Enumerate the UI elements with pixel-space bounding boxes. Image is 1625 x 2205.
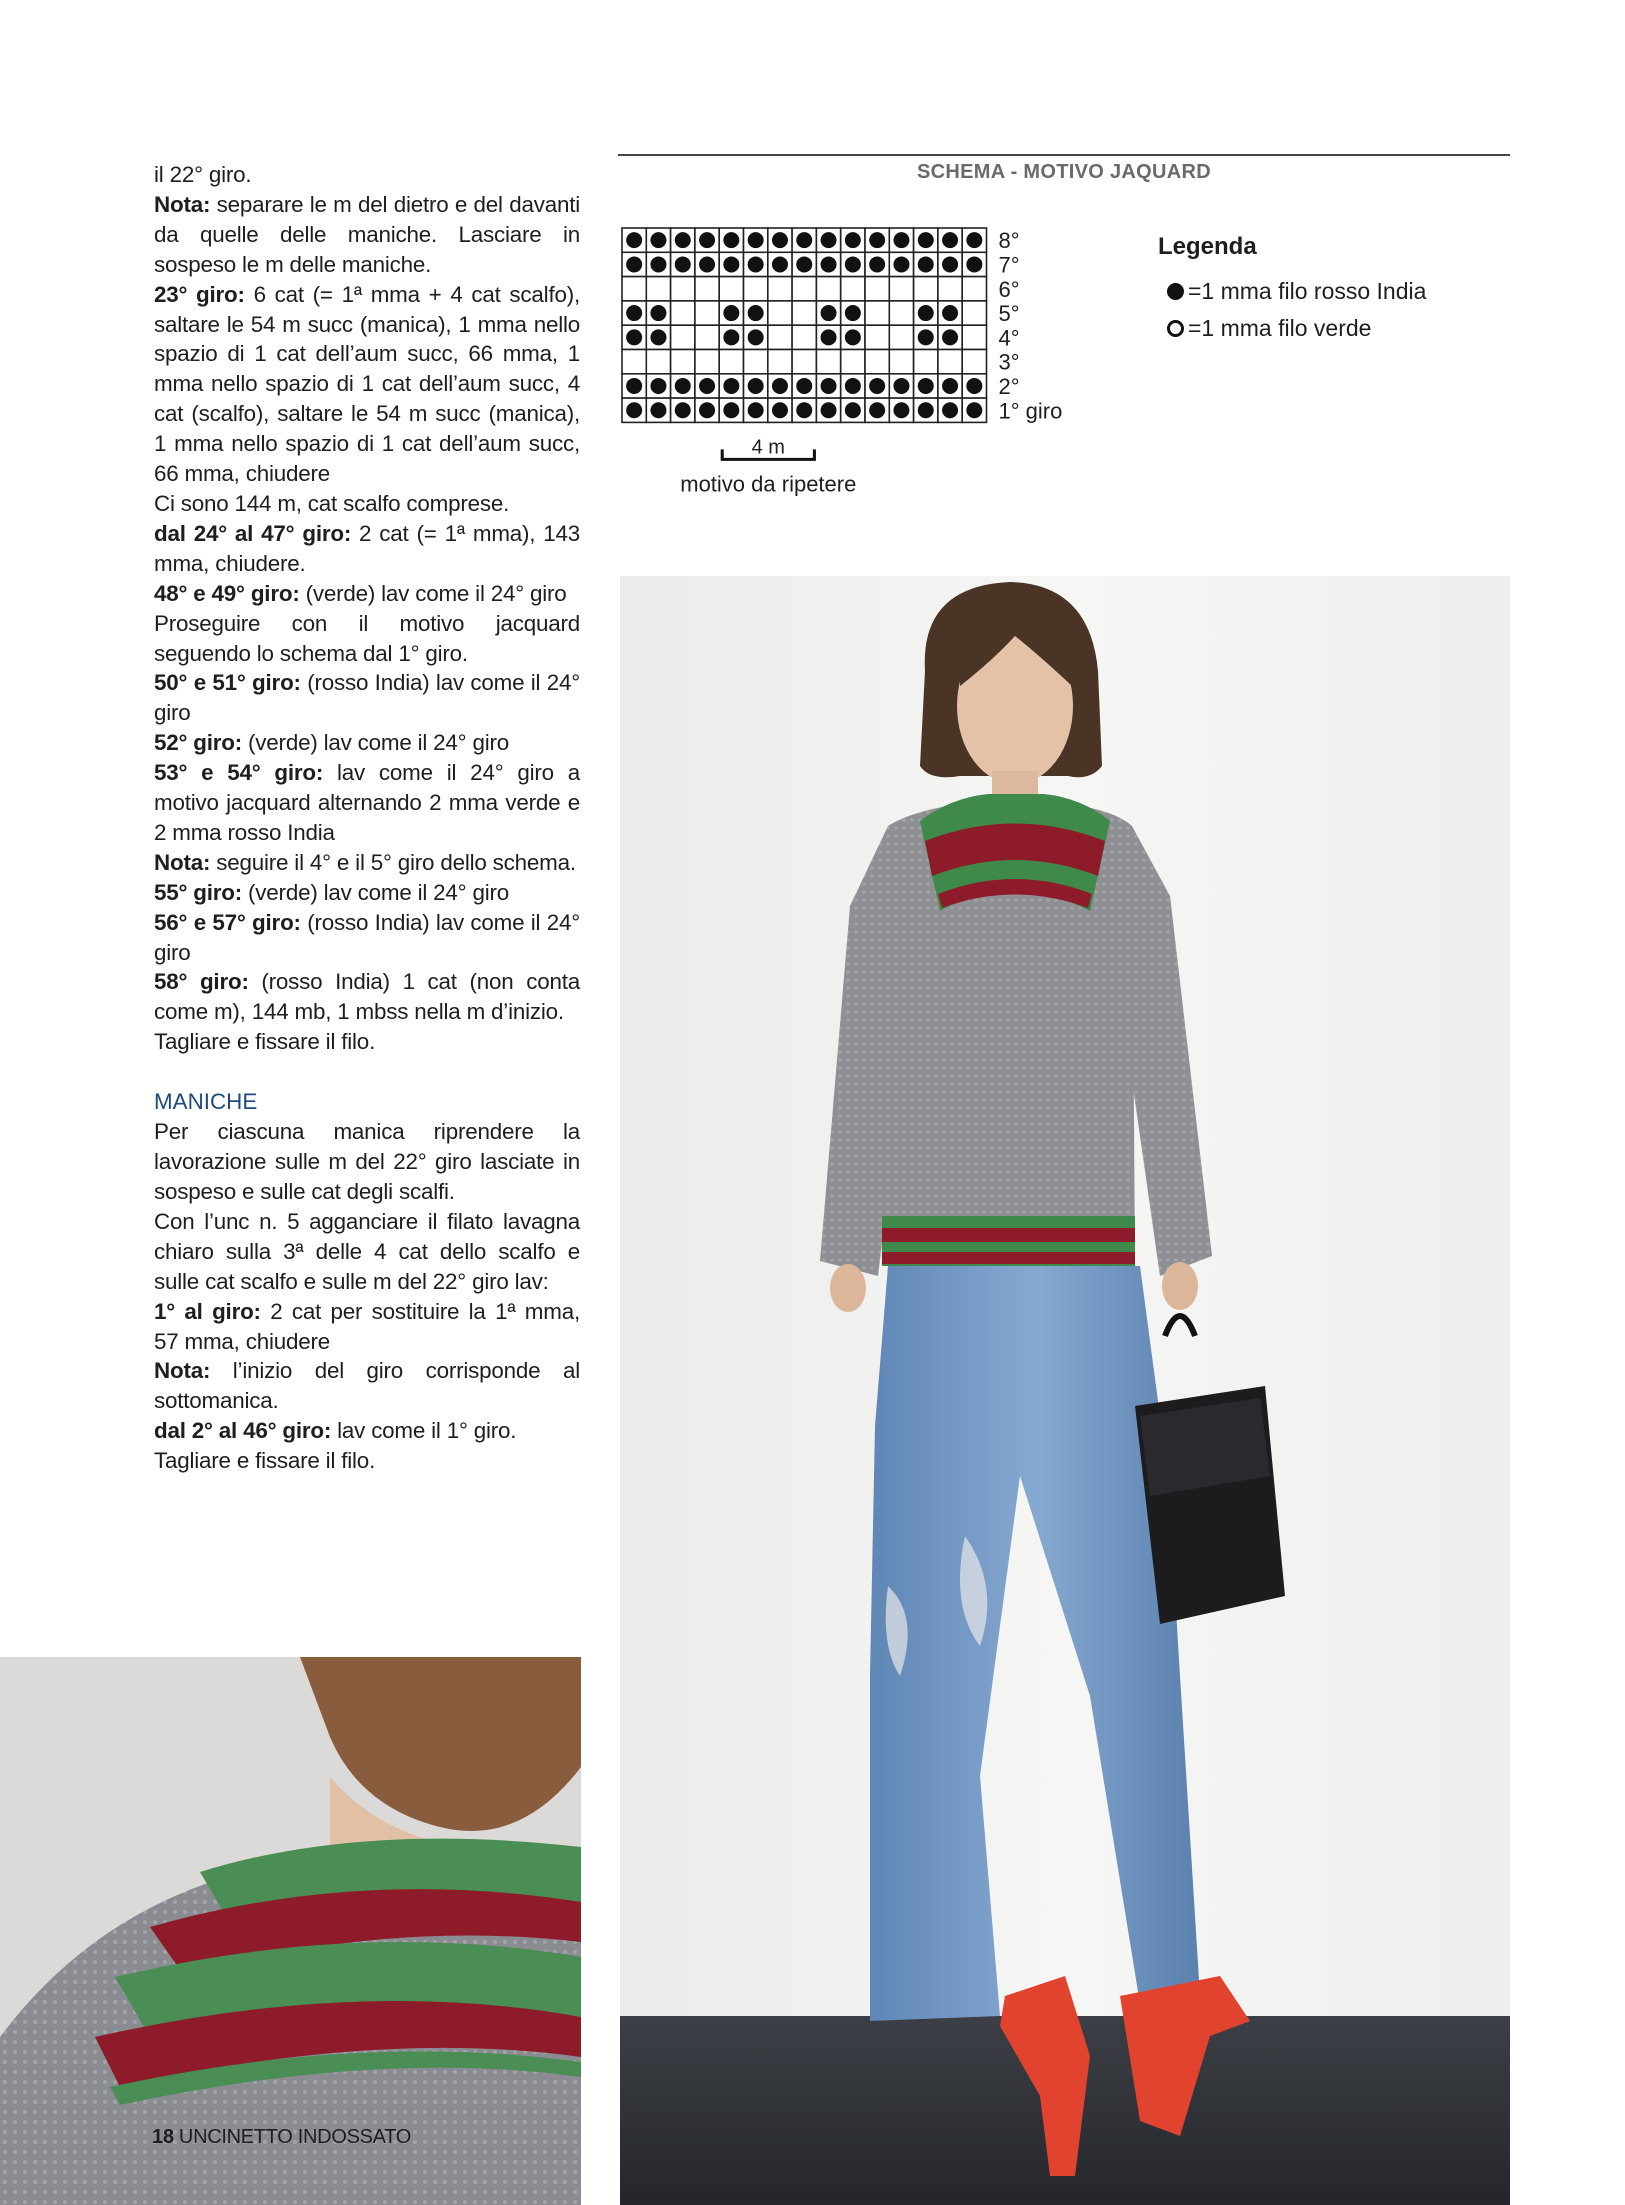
stitch-dot-icon: [821, 256, 837, 272]
instruction-paragraph: [154, 280, 580, 489]
stitch-dot-icon: [966, 256, 982, 272]
chart-cell: [962, 350, 986, 374]
stitch-dot-icon: [748, 256, 764, 272]
stitch-dot-icon: [650, 329, 666, 345]
stitch-dot-icon: [796, 232, 812, 248]
stitch-dot-icon: [918, 305, 934, 321]
stitch-dot-icon: [626, 402, 642, 418]
legend: [1158, 233, 1426, 347]
instructions-list: [154, 160, 580, 1057]
stitch-dot-icon: [748, 402, 764, 418]
stitch-dot-icon: [918, 256, 934, 272]
stitch-dot-icon: [626, 329, 642, 345]
sleeve-paragraph: [154, 1416, 580, 1446]
chart-cell: [671, 277, 695, 301]
stitch-dot-icon: [966, 402, 982, 418]
stitch-dot-icon: [772, 378, 788, 394]
chart-cell: [768, 277, 792, 301]
sleeve-step-text: Tagliare e fissare il filo.: [154, 1448, 376, 1474]
sleeve-paragraph: [154, 1356, 580, 1416]
chart-cell: [865, 277, 889, 301]
instruction-step-label: 55° giro:: [154, 879, 243, 905]
chart-cell: [695, 277, 719, 301]
row-label: 2°: [998, 373, 1020, 399]
chart-cell: [646, 277, 670, 301]
stitch-dot-icon: [772, 256, 788, 272]
instruction-paragraph: [154, 668, 580, 728]
stitch-dot-icon: [966, 378, 982, 394]
instruction-paragraph: [154, 579, 580, 609]
stitch-dot-icon: [821, 232, 837, 248]
chart-cell: [889, 350, 913, 374]
stitch-dot-icon: [918, 329, 934, 345]
stitch-dot-icon: [675, 256, 691, 272]
instruction-paragraph: [154, 519, 580, 579]
instruction-step-text: (verde) lav come il 24° giro: [299, 580, 567, 606]
instruction-step-label: 58° giro:: [154, 969, 249, 995]
stitch-dot-icon: [675, 378, 691, 394]
row-label: 3°: [998, 349, 1020, 375]
chart-cell: [865, 350, 889, 374]
stitch-dot-icon: [748, 305, 764, 321]
instruction-step-text: 6 cat (= 1ª mma + 4 cat scalfo), saltare le 54 m succ (manica), 1 mma nello spazio di 1 cat dell’aum succ, 66 mma, 1 mma nello spazio di 1 cat dell’aum succ, 4 cat (scalfo), saltare le 54 m succ (manica), 1 mma nello spazio di 1 cat dell’aum succ, 66 mma, chiudere: [154, 281, 580, 487]
chart-cell: [816, 277, 840, 301]
stitch-dot-icon: [942, 329, 958, 345]
chart-cell: [792, 301, 816, 325]
stitch-dot-icon: [675, 232, 691, 248]
stitch-dot-icon: [918, 378, 934, 394]
sleeve-step-text: lav come il 1° giro.: [331, 1418, 517, 1444]
sleeve-step-label: 1° al giro:: [154, 1298, 261, 1324]
chart-cell: [938, 277, 962, 301]
stitch-dot-icon: [650, 402, 666, 418]
stitch-dot-icon: [893, 232, 909, 248]
instruction-paragraph: [154, 728, 580, 758]
chart-cell: [622, 277, 646, 301]
chart-cell: [622, 350, 646, 374]
stitch-dot-icon: [772, 232, 788, 248]
stitch-dot-icon: [869, 232, 885, 248]
instruction-step-text: (rosso India) lav come il 24° giro: [154, 909, 580, 965]
chart-cell: [816, 350, 840, 374]
stitch-dot-icon: [699, 232, 715, 248]
chart-cell: [889, 277, 913, 301]
stitch-dot-icon: [723, 378, 739, 394]
schema-title: SCHEMA - MOTIVO JAQUARD: [917, 161, 1211, 183]
row-label: 4°: [998, 325, 1020, 351]
legend-item-red: [1158, 273, 1426, 310]
instruction-step-label: Nota:: [154, 191, 211, 217]
page-folio: [152, 2126, 411, 2149]
row-label: 7°: [998, 252, 1020, 278]
chart-cell: [792, 350, 816, 374]
top-rule: [618, 154, 1510, 156]
stitch-dot-icon: [821, 329, 837, 345]
stitch-dot-icon: [650, 232, 666, 248]
stitch-dot-icon: [869, 256, 885, 272]
chart-cell: [841, 277, 865, 301]
stitch-dot-icon: [845, 378, 861, 394]
chart-cell: [938, 350, 962, 374]
sleeve-paragraph: [154, 1297, 580, 1357]
stitch-dot-icon: [626, 378, 642, 394]
chart-cell: [914, 350, 938, 374]
filled-dot-icon: [1167, 283, 1184, 300]
chart-cell: [914, 277, 938, 301]
stitch-dot-icon: [821, 305, 837, 321]
instructions-column: [154, 160, 580, 1476]
stitch-dot-icon: [748, 378, 764, 394]
instruction-paragraph: [154, 190, 580, 280]
stitch-dot-icon: [821, 402, 837, 418]
stitch-dot-icon: [869, 378, 885, 394]
stitch-dot-icon: [845, 232, 861, 248]
chart-cell: [865, 325, 889, 349]
sleeve-step-label: Nota:: [154, 1358, 211, 1384]
sleeve-paragraph: [154, 1207, 580, 1297]
chart-cell: [889, 301, 913, 325]
stitch-dot-icon: [796, 378, 812, 394]
chart-cell: [962, 301, 986, 325]
instruction-paragraph: [154, 758, 580, 848]
stitch-dot-icon: [675, 402, 691, 418]
stitch-dot-icon: [626, 256, 642, 272]
stitch-dot-icon: [796, 256, 812, 272]
instruction-step-label: 23° giro:: [154, 281, 245, 307]
stitch-dot-icon: [942, 402, 958, 418]
instruction-paragraph: [154, 878, 580, 908]
stitch-dot-icon: [650, 256, 666, 272]
instruction-paragraph: [154, 848, 580, 878]
instruction-step-label: 53° e 54° giro:: [154, 760, 324, 786]
stitch-dot-icon: [699, 378, 715, 394]
stitch-dot-icon: [821, 378, 837, 394]
sleeve-step-label: dal 2° al 46° giro:: [154, 1418, 332, 1444]
stitch-dot-icon: [650, 305, 666, 321]
chart-cell: [768, 350, 792, 374]
sleeve-paragraph: [154, 1446, 580, 1476]
chart-cell: [695, 301, 719, 325]
chart-cell: [962, 325, 986, 349]
stitch-dot-icon: [723, 402, 739, 418]
instruction-step-label: 56° e 57° giro:: [154, 909, 301, 935]
sleeve-step-text: l’inizio del giro corrisponde al sottomanica.: [154, 1358, 580, 1414]
chart-cell: [671, 350, 695, 374]
stitch-dot-icon: [869, 402, 885, 418]
row-label: 5°: [998, 301, 1020, 327]
stitch-dot-icon: [748, 329, 764, 345]
chart-cell: [646, 350, 670, 374]
instruction-paragraph: [154, 908, 580, 968]
stitch-dot-icon: [626, 305, 642, 321]
chart-cell: [865, 301, 889, 325]
chart-cell: [889, 325, 913, 349]
stitch-dot-icon: [699, 256, 715, 272]
stitch-dot-icon: [723, 329, 739, 345]
row-label: 8°: [998, 228, 1020, 254]
stitch-dot-icon: [966, 232, 982, 248]
stitch-dot-icon: [845, 329, 861, 345]
legend-title: Legenda: [1158, 233, 1257, 260]
instruction-step-text: 2 cat (= 1ª mma), 143 mma, chiudere.: [154, 520, 581, 576]
chart-cell: [719, 350, 743, 374]
stitch-dot-icon: [918, 232, 934, 248]
chart-cell: [695, 350, 719, 374]
stitch-dot-icon: [723, 232, 739, 248]
stitch-dot-icon: [723, 305, 739, 321]
stitch-dot-icon: [650, 378, 666, 394]
sleeve-step-text: Per ciascuna manica riprendere la lavorazione sulle m del 22° giro lasciate in sospeso e sulle cat degli scalfi.: [154, 1119, 580, 1204]
instruction-step-text: il 22° giro.: [154, 162, 252, 187]
instruction-step-text: separare le m del dietro e del davanti da quelle delle maniche. Lasciare in sospeso le m delle maniche.: [154, 191, 580, 277]
page-number: 18: [152, 2126, 174, 2148]
stitch-dot-icon: [942, 305, 958, 321]
instruction-step-text: seguire il 4° e il 5° giro dello schema.: [210, 849, 576, 875]
instruction-step-text: Tagliare e fissare il filo.: [154, 1029, 376, 1055]
model-photo: [620, 576, 1510, 2205]
chart-cell: [962, 277, 986, 301]
instruction-step-label: 52° giro:: [154, 730, 243, 756]
instruction-step-label: 50° e 51° giro:: [154, 670, 301, 696]
sleeve-step-text: 2 cat per sostituire la 1ª mma, 57 mma, chiudere: [154, 1298, 580, 1354]
stitch-dot-icon: [699, 402, 715, 418]
stitch-dot-icon: [748, 232, 764, 248]
sleeve-step-text: Con l’unc n. 5 agganciare il filato lavagna chiaro sulla 3ª delle 4 cat dello scalfo e sulle cat scalfo e sulle m del 22° giro lav:: [154, 1208, 580, 1294]
legend-label-green: =1 mma filo verde: [1188, 315, 1372, 341]
stitch-dot-icon: [796, 402, 812, 418]
instruction-step-text: (rosso India) lav come il 24° giro: [154, 670, 580, 726]
instruction-paragraph: [154, 967, 580, 1027]
instruction-step-label: dal 24° al 47° giro:: [154, 520, 352, 546]
stitch-dot-icon: [918, 402, 934, 418]
chart-cell: [695, 325, 719, 349]
chart-cell: [744, 277, 768, 301]
magazine-name: UNCINETTO INDOSSATO: [178, 2126, 412, 2148]
stitch-dot-icon: [893, 256, 909, 272]
legend-label-red: =1 mma filo rosso India: [1188, 278, 1427, 304]
yoke-detail-photo: [0, 1657, 581, 2205]
instruction-paragraph: [154, 609, 580, 669]
chart-cell: [671, 325, 695, 349]
instruction-step-text: (verde) lav come il 24° giro: [242, 879, 509, 905]
instruction-step-text: Ci sono 144 m, cat scalfo comprese.: [154, 490, 510, 516]
chart-cell: [768, 325, 792, 349]
chart-cell: [744, 350, 768, 374]
stitch-dot-icon: [893, 402, 909, 418]
instruction-step-text: (rosso India) 1 cat (non conta come m), 144 mb, 1 mbss nella m d’inizio.: [154, 969, 580, 1025]
stitch-dot-icon: [845, 256, 861, 272]
stitch-dot-icon: [626, 232, 642, 248]
stitch-dot-icon: [942, 378, 958, 394]
stitch-dot-icon: [893, 378, 909, 394]
instruction-step-label: Nota:: [154, 849, 211, 875]
chart-cell: [719, 277, 743, 301]
instruction-paragraph: [154, 160, 580, 190]
instruction-step-label: 48° e 49° giro:: [154, 580, 300, 606]
sleeves-heading: MANICHE: [154, 1089, 258, 1115]
chart-cell: [792, 277, 816, 301]
sleeve-paragraph: [154, 1117, 580, 1207]
repeat-label: 4 m: [751, 436, 785, 459]
instruction-step-text: lav come il 24° giro a motivo jacquard alternando 2 mma verde e 2 mma rosso India: [154, 760, 580, 845]
jacquard-chart: [620, 226, 1100, 546]
sleeves-instructions: [154, 1117, 580, 1476]
stitch-dot-icon: [723, 256, 739, 272]
chart-cell: [792, 325, 816, 349]
stitch-dot-icon: [845, 402, 861, 418]
stitch-dot-icon: [772, 402, 788, 418]
legend-item-green: [1158, 310, 1426, 347]
stitch-dot-icon: [942, 256, 958, 272]
instruction-step-text: (verde) lav come il 24° giro: [242, 730, 509, 756]
chart-cell: [841, 350, 865, 374]
stitch-dot-icon: [845, 305, 861, 321]
instruction-paragraph: [154, 1027, 580, 1057]
open-dot-icon: [1167, 320, 1184, 337]
chart-cell: [671, 301, 695, 325]
row-label: 6°: [998, 276, 1020, 302]
instruction-step-text: Proseguire con il motivo jacquard seguendo lo schema dal 1° giro.: [154, 610, 580, 666]
chart-cell: [768, 301, 792, 325]
stitch-dot-icon: [942, 232, 958, 248]
repeat-caption: motivo da ripetere: [680, 471, 857, 497]
instruction-paragraph: [154, 489, 580, 519]
row-label: 1° giro: [998, 398, 1063, 424]
